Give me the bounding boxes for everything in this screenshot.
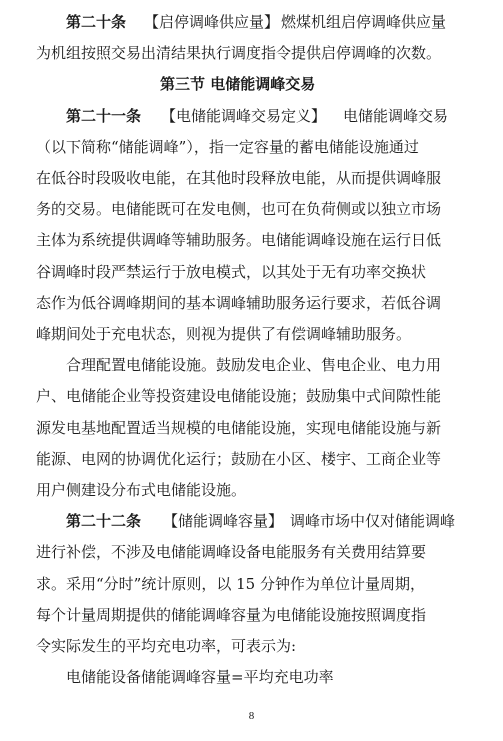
article-22-text: 每个计量周期提供的储能调峰容量为电储能设施按照调度指	[36, 605, 427, 624]
article-22-number: 第二十二条	[66, 512, 142, 531]
article-22-text: 进行补偿，不涉及电储能调峰设备电能服务有关费用结算要	[36, 543, 427, 562]
config-paragraph-text: 合理配置电储能设施。鼓励发电企业、售电企业、电力用	[66, 356, 442, 375]
article-21-text: 峰期间处于充电状态，则视为提供了有偿调峰辅助服务。	[36, 325, 412, 343]
article-21-text: 谷调峰时段严禁运行于放电模式，以其处于无有功率交换状	[36, 262, 427, 281]
config-paragraph-text: 能源、电网的协调优化运行；鼓励在小区、楼宇、工商企业等	[36, 449, 442, 468]
article-21-text: 务的交易。电储能既可在发电侧，也可在负荷侧或以独立市场	[36, 200, 442, 219]
article-20-text: 燃煤机组启停调峰供应量	[281, 13, 447, 31]
article-21-text: 在低谷时段吸收电能，在其他时段释放电能，从而提供调峰服	[36, 169, 442, 187]
article-22-text: 令实际发生的平均充电功率，可表示为:	[36, 637, 297, 655]
config-paragraph-text: 源发电基地配置适当规模的电储能设施，实现电储能设施与新	[36, 418, 442, 437]
article-22-heading: 【储能调峰容量】	[163, 512, 284, 531]
article-21-number: 第二十一条	[66, 106, 142, 125]
config-paragraph-text: 户、电储能企业等投资建设电储能设施；鼓励集中式间隙性能	[36, 387, 442, 406]
section-title: 第三节 电储能调峰交易	[160, 75, 316, 94]
article-21-text: （以下简称“储能调峰”），指一定容量的蓄电储能设施通过	[36, 137, 419, 156]
config-paragraph-text: 用户侧建设分布式电储能设施。	[36, 481, 247, 499]
article-22-text: 求。采用“分时”统计原则，以 15 分钟作为单位计量周期，	[36, 574, 425, 593]
article-21-text: 主体为系统提供调峰等辅助服务。电储能调峰设施在运行日低	[36, 231, 442, 250]
article-21-text: 电储能调峰交易	[343, 106, 449, 125]
article-21-text: 态作为低谷调峰期间的基本调峰辅助服务运行要求，若低谷调	[36, 293, 442, 312]
article-20-heading: 【启停调峰供应量】	[144, 13, 280, 31]
formula: 电储能设备储能调峰容量=平均充电功率	[66, 668, 334, 687]
page-number: 8	[248, 710, 255, 722]
article-20-text-2: 为机组按照交易出清结果执行调度指令提供启停调峰的次数。	[36, 44, 442, 63]
article-20-number: 第二十条	[66, 13, 127, 31]
article-21-heading: 【电储能调峰交易定义】	[161, 106, 327, 125]
article-22-text: 调峰市场中仅对储能调峰	[290, 512, 456, 531]
